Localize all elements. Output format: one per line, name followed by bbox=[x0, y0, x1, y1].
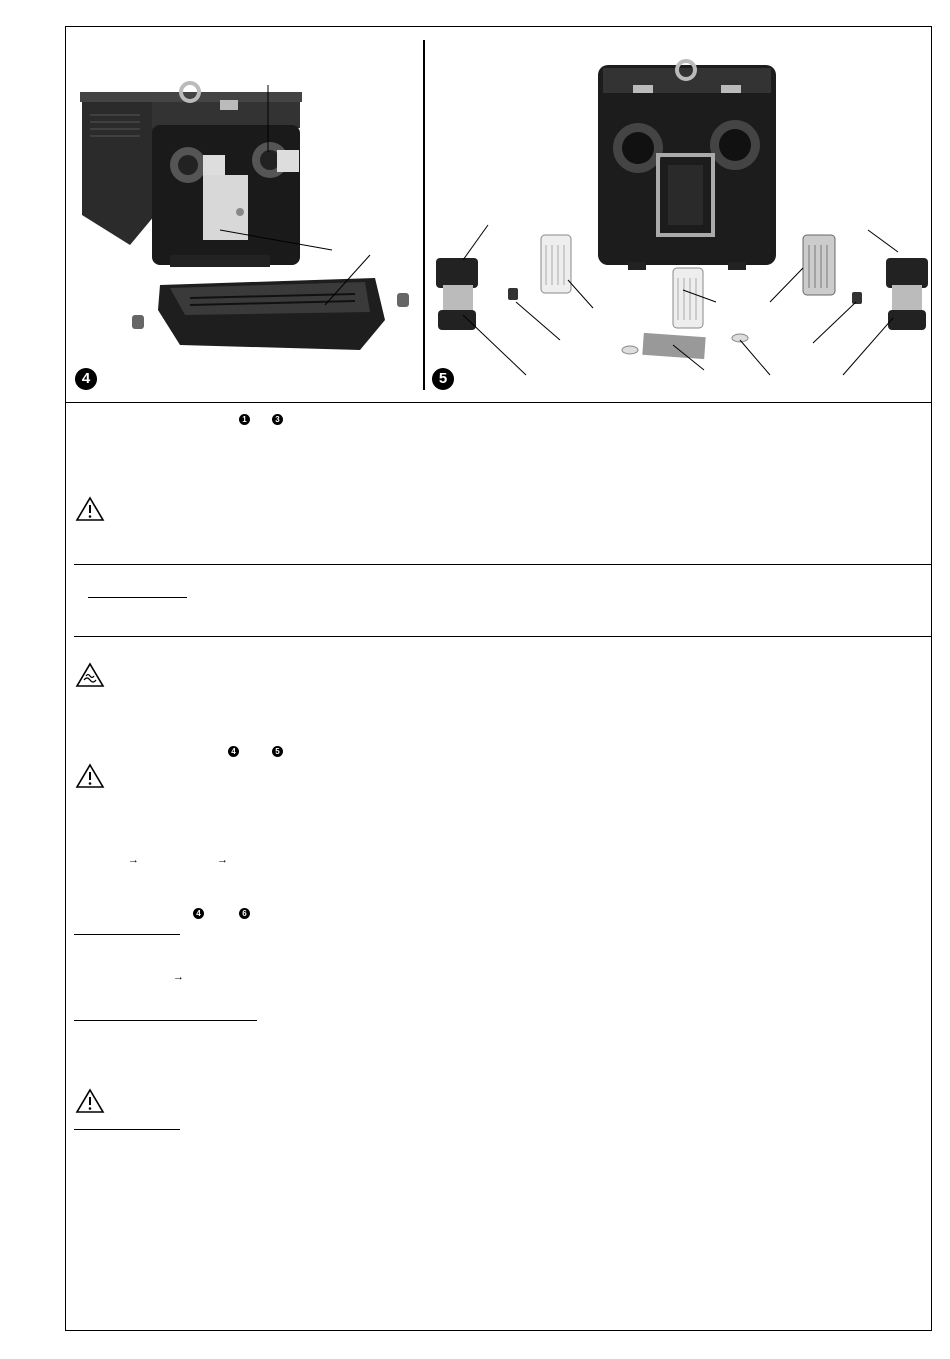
figure-5-exploded-illustration bbox=[428, 40, 928, 390]
reference-badge-4: 4 bbox=[228, 746, 239, 757]
heading-underline-1 bbox=[88, 597, 187, 598]
figure-5-number: 5 bbox=[432, 368, 454, 390]
reference-badge-5: 5 bbox=[272, 746, 283, 757]
heading-underline-2 bbox=[74, 934, 180, 935]
reference-badge-3: 3 bbox=[272, 414, 283, 425]
heading-underline-4 bbox=[74, 1129, 180, 1130]
warning-triangle-icon bbox=[75, 1088, 105, 1114]
sequence-arrow: → bbox=[217, 854, 228, 866]
figure-divider bbox=[423, 40, 425, 390]
figure-section-bottom-rule bbox=[65, 402, 932, 403]
reference-badge-4: 4 bbox=[193, 908, 204, 919]
sequence-arrow: → bbox=[128, 854, 139, 866]
section-rule-1 bbox=[74, 564, 932, 565]
reference-badge-6: 6 bbox=[239, 908, 250, 919]
warning-triangle-icon bbox=[75, 763, 105, 789]
hot-surface-warning-icon bbox=[75, 662, 105, 688]
reference-badge-1: 1 bbox=[239, 414, 250, 425]
section-rule-2 bbox=[74, 636, 932, 637]
figure-4-pump-illustration bbox=[70, 40, 420, 390]
warning-triangle-icon bbox=[75, 496, 105, 522]
sequence-arrow: → bbox=[173, 971, 184, 983]
heading-underline-3 bbox=[74, 1020, 257, 1021]
figure-4-number: 4 bbox=[75, 368, 97, 390]
